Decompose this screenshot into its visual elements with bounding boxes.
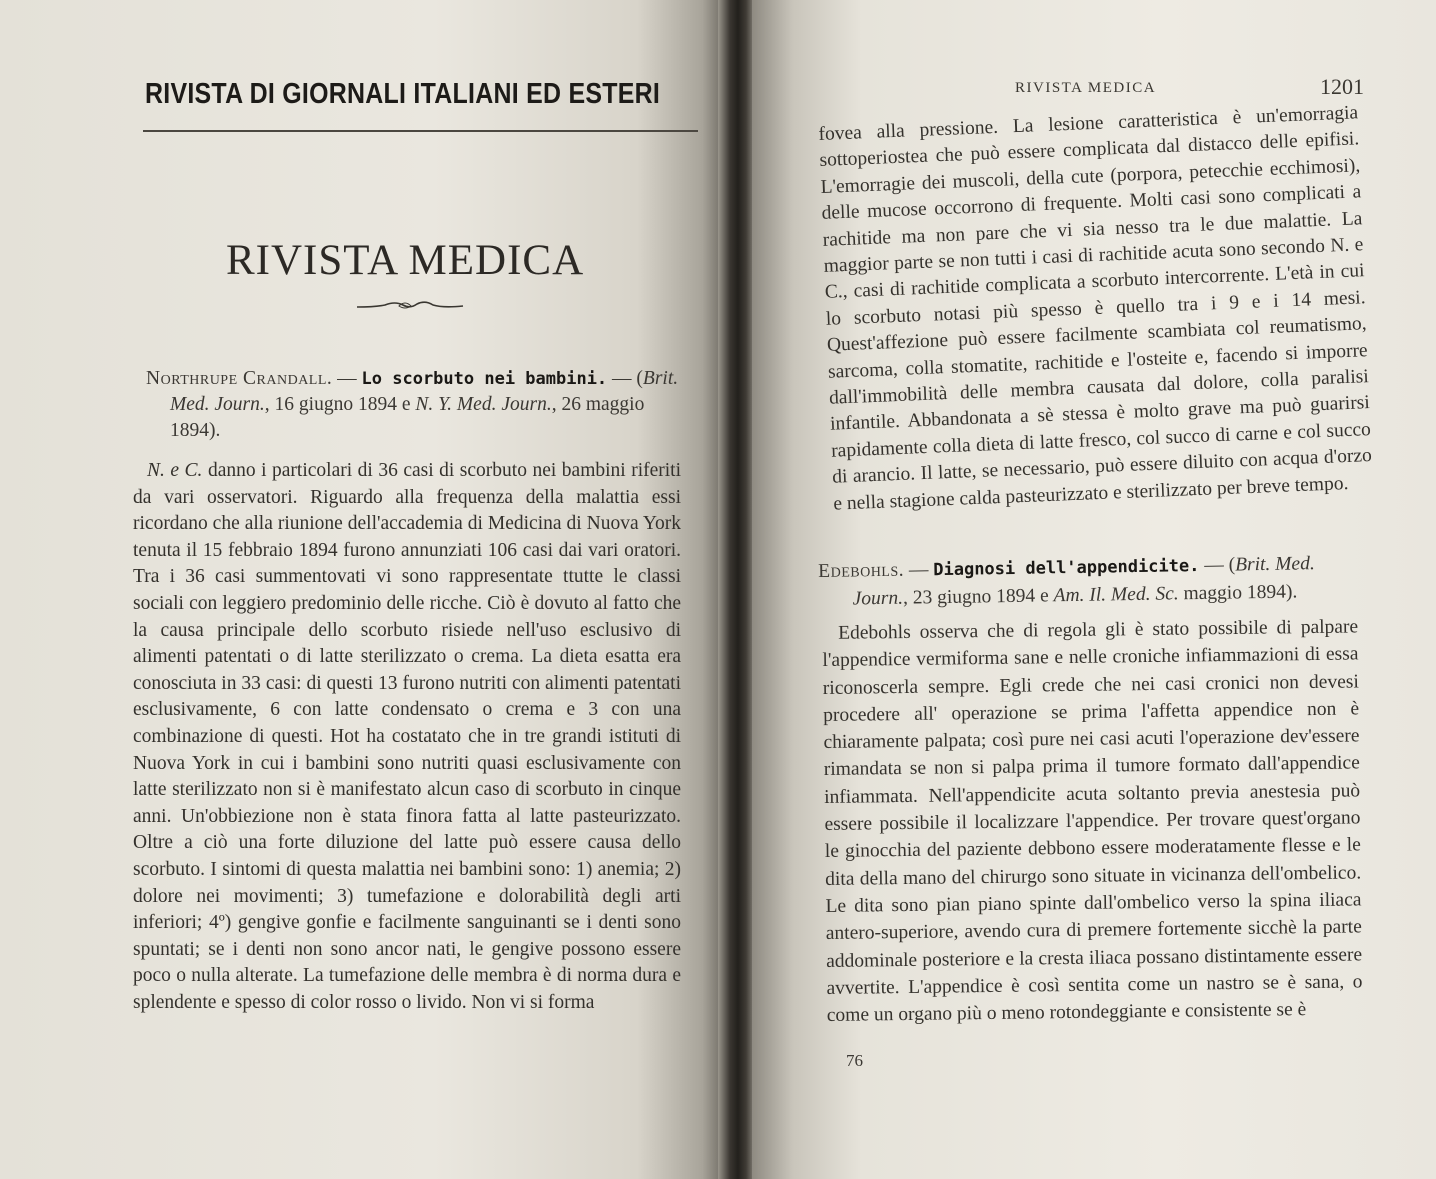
article-author: Edebohls. <box>818 559 905 582</box>
page-number: 1201 <box>1320 74 1364 99</box>
citation-dash: — <box>332 368 362 389</box>
body-paragraph: danno i particolari di 36 casi di scorbuto nei bambini riferiti da vari osservatori. Riguardo alla frequenza della malattia essi ricordano che alla riunione dell'accademia di Medicina di Nuova York tenuta il 15 febbraio 1894 furono annunziati 106 casi dai vari oratori. Tra i 36 casi summentovati vi sono rappresentate ttutte le classi sociali con leggiero predominio delle ricche. Ciò è dovuto al fatto che la causa principale dello scorbuto risiede nell'uso esclusivo di alimenti patentati o di latte sterilizzato o crema. La dieta esatta era conosciuta in 33 casi: di questi 13 furono nutriti con alimenti patentati esclusivamente, 6 con latte condensato o crema e 3 con una combinazione di questi. Hot ha costatato che in tre grandi istituti di Nuova York in cui i bambini sono nutriti quasi esclusivamente con latte sterilizzato non si è manifestato alcun caso di scorbuto in cinque anni. Un'obbiezione non è stata finora fatta al latte pasteurizzato. Oltre a ciò una forte diluzione del latte può essere causa dello scorbuto. I sintomi di questa malattia nei bambini sono: 1) anemia; 2) dolore nei movimenti; 3) tumefazione e dolorabilità degli arti inferiori; 4º) gengive gonfie e facilmente sanguinanti se i denti sono spuntati; se i denti non sono ancor nati, le gengive possono essere poco o nulla alterate. La tumefazione delle membra è di norma dura e splendente e spesso di color rosso o livido. Non vi si forma <box>133 460 682 1013</box>
body-paragraph: Edebohls osserva che di regola gli è stato possibile di palpare l'appendice vermiforma sane e nelle croniche infiammazioni di essa riconoscerla sempre. Egli crede che nei casi cronici non devesi procedere all' operazione se prima l'affetta appendice non è chiaramente palpata; così pure nei casi acuti l'operazione dev'essere rimandata se non si palpa prima il tumore formato dall'appendice infiammata. Nell'appendicite acuta soltanto previa anestesia può essere possibile il localizzare l'appendice. Per trovare quest'organo le ginocchia del paziente debbono essere moderatamente flesse e le dita della mano del chirurgo sono situate in vicinanza dell'ombelico. Le dita sono pian piano spinte dall'ombelico verso la spina iliaca antero-superiore, avendo cura di premere fortemente sicchè la parte addominale posteriore e la cresta iliaca possano distintamente essere avvertite. L'appendice è così sentita come un nastro se è sana, o come un organo più o meno rotondeggiante e consistente se è <box>822 616 1363 1027</box>
article-body <box>822 613 1363 1029</box>
journal-header: RIVISTA DI GIORNALI ITALIANI ED ESTERI <box>145 78 661 110</box>
section-title: RIVISTA MEDICA <box>226 237 585 284</box>
continued-text <box>818 100 1373 517</box>
body-paragraph: fovea alla pressione. La lesione caratteristica è un'emorragia sottoperiostea che può essere complicata dal distacco delle epifisi. L'emorragie dei muscoli, della cute (porpora, petecchie ecchimosi), delle mucose occorrono di frequente. Molti casi sono complicati a rachitide ma non pare che vi sia nesso tra le due malattie. La maggior parte se non tutti i casi di rachitide acuta sono secondo N. e C., casi di rachitide complicata a scorbuto intercorrente. L'età in cui lo scorbuto notasi più spesso è quello tra i 9 e i 14 mesi. Quest'affezione può essere facilmente scambiata col reumatismo, sarcoma, colla stomatite, rachitide e l'osteite e, facendo si imporre dall'immobilità delle membra causata dal dolore, colla paralisi infantile. Abbandonata a sè stessa è molto grave ma può guarirsi rapidamente colla dieta di latte fresco, col succo di carne e col succo di arancio. Il latte, se necessario, può essere diluito con acqua d'orzo e nella stagione calda pasteurizzato e sterilizzato per breve tempo. <box>818 102 1373 515</box>
citation-journal: Am. Il. Med. Sc. <box>1053 583 1179 607</box>
running-head: RIVISTA MEDICA <box>1015 80 1157 96</box>
citation-dash: — <box>903 559 934 581</box>
article-citation <box>818 550 1359 614</box>
citation-journal: Brit. Med. Journ. <box>170 368 679 415</box>
citation-date: , 23 giugno 1894 e <box>902 585 1054 609</box>
citation-open: — ( <box>607 368 643 389</box>
ornament-flourish <box>355 298 465 312</box>
article-citation <box>146 366 686 444</box>
citation-journal: Brit. Med. Journ. <box>852 553 1315 610</box>
header-rule <box>143 130 698 132</box>
citation-date: , 26 maggio 1894). <box>170 394 645 441</box>
citation-journal: N. Y. Med. Journ. <box>415 394 552 415</box>
signature-folio: 76 <box>846 1051 863 1070</box>
article-author: Northrupe Crandall. <box>146 368 333 389</box>
citation-date: maggio 1894). <box>1178 581 1298 605</box>
citation-open: — ( <box>1199 554 1236 577</box>
article-title: Lo scorbuto nei bambini. <box>361 369 608 389</box>
body-lead: N. e C. <box>147 460 203 481</box>
article-body <box>133 458 681 1016</box>
citation-date: , 16 giugno 1894 e <box>264 394 416 415</box>
article-title: Diagnosi dell'appendicite. <box>933 556 1200 581</box>
